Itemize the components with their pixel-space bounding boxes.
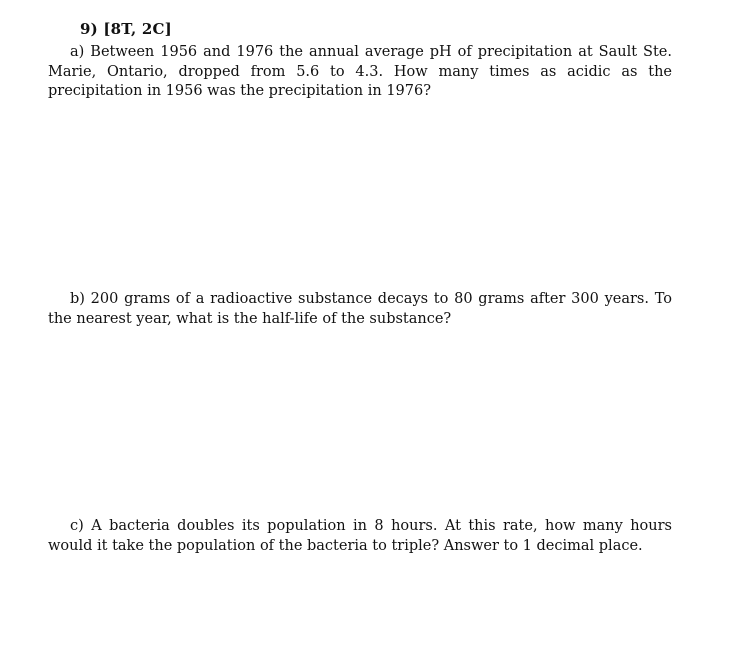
question-part-c: c) A bacteria doubles its population in 8 hours. At this rate, how many hours would it take the population of the bacteria to triple? Answer to 1 decimal place. [48,518,672,554]
question-heading: 9) [8T, 2C] [80,20,172,38]
question-part-b: b) 200 grams of a radioactive substance decays to 80 grams after 300 years. To the nearest year, what is the half-life of the substance? [48,291,672,327]
question-part-a: a) Between 1956 and 1976 the annual average pH of precipitation at Sault Ste. Marie, Ontario, dropped from 5.6 to 4.3. How many times as acidic as the precipitation in 1956 was the precipitation in 1976? [48,44,672,99]
